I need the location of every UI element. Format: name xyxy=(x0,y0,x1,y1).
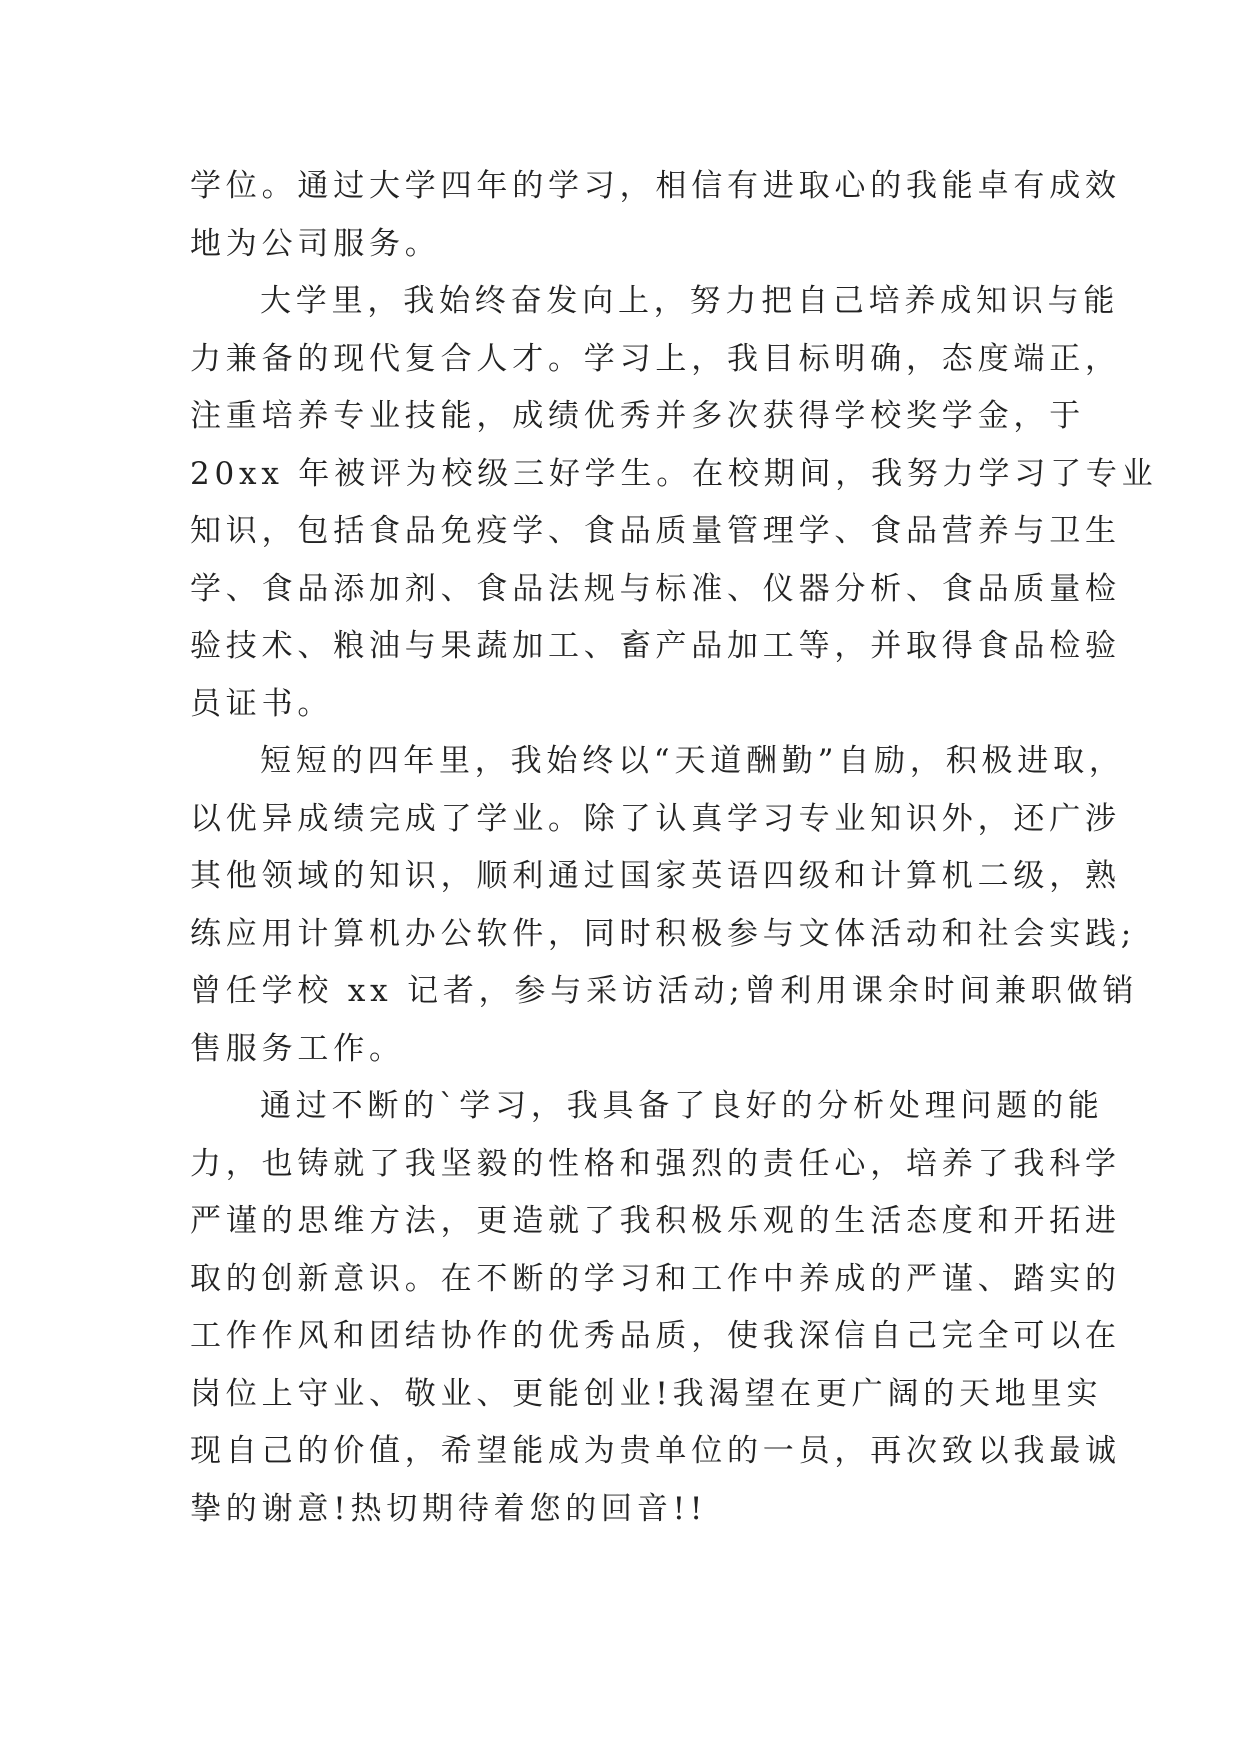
text-line: 20xx 年被评为校级三好学生。在校期间，我努力学习了专业 xyxy=(190,455,1158,492)
text-line: 验技术、粮油与果蔬加工、畜产品加工等，并取得食品检验 xyxy=(190,628,1121,664)
text-line: 岗位上守业、敬业、更能创业!我渴望在更广阔的天地里实 xyxy=(190,1375,1103,1412)
text-line: 力，也铸就了我坚毅的性格和强烈的责任心，培养了我科学 xyxy=(190,1145,1121,1182)
text-line: 学、食品添加剂、食品法规与标准、仪器分析、食品质量检 xyxy=(190,570,1121,607)
text-line: 现自己的价值，希望能成为贵单位的一员，再次致以我最诚 xyxy=(190,1433,1121,1469)
text-line: 以优异成绩完成了学业。除了认真学习专业知识外，还广涉 xyxy=(190,800,1121,837)
text-line: 练应用计算机办公软件，同时积极参与文体活动和社会实践; xyxy=(190,915,1137,952)
text-line: 挚的谢意!热切期待着您的回音!! xyxy=(190,1490,708,1527)
paragraph-start-line: 短短的四年里，我始终以“天道酬勤”自励，积极进取， xyxy=(260,743,1125,779)
text-line: 取的创新意识。在不断的学习和工作中养成的严谨、踏实的 xyxy=(190,1260,1121,1297)
text-line: 注重培养专业技能，成绩优秀并多次获得学校奖学金，于 xyxy=(190,398,1085,434)
text-line: 其他领域的知识，顺利通过国家英语四级和计算机二级，熟 xyxy=(190,858,1121,894)
text-line: 严谨的思维方法，更造就了我积极乐观的生活态度和开拓进 xyxy=(190,1203,1121,1239)
text-line: 学位。通过大学四年的学习，相信有进取心的我能卓有成效 xyxy=(190,168,1121,204)
text-line: 地为公司服务。 xyxy=(190,225,441,262)
text-line: 曾任学校 xx 记者，参与采访活动;曾利用课余时间兼职做销 xyxy=(190,973,1139,1009)
text-line: 售服务工作。 xyxy=(190,1030,405,1067)
body-text xyxy=(190,158,1158,1538)
text-line: 力兼备的现代复合人才。学习上，我目标明确，态度端正， xyxy=(190,340,1121,377)
paragraph-start-line: 大学里，我始终奋发向上，努力把自己培养成知识与能 xyxy=(260,283,1120,319)
text-line: 员证书。 xyxy=(190,685,334,722)
text-line: 知识，包括食品免疫学、食品质量管理学、食品营养与卫生 xyxy=(190,513,1121,549)
paragraph-start-line: 通过不断的`学习，我具备了良好的分析处理问题的能 xyxy=(260,1088,1104,1124)
text-line: 工作作风和团结协作的优秀品质，使我深信自己完全可以在 xyxy=(190,1318,1121,1354)
